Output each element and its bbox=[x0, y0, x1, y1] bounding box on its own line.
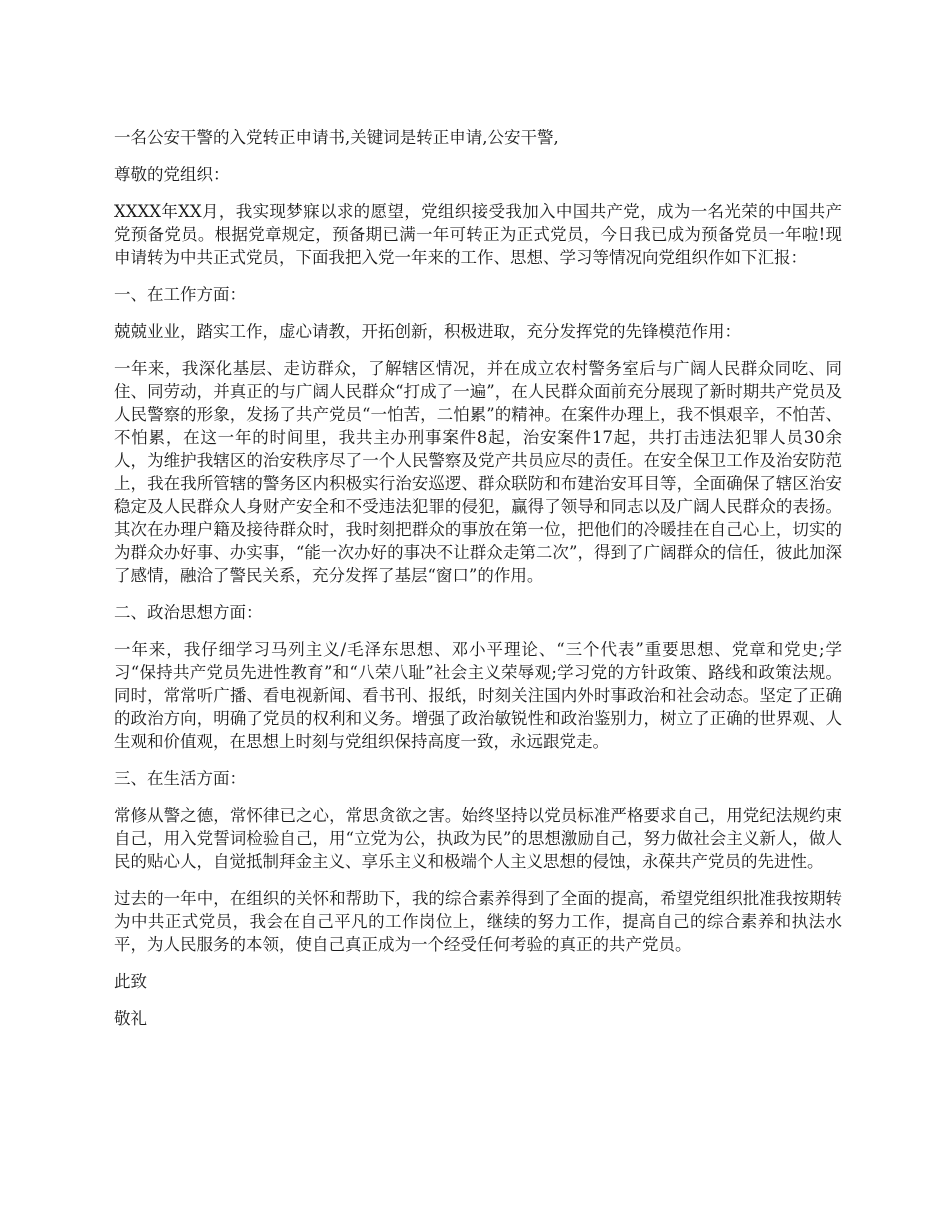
document-title-line: 一名公安干警的入党转正申请书,关键词是转正申请,公安干警, bbox=[114, 128, 559, 147]
section-1-heading: 一、在工作方面： bbox=[114, 285, 246, 304]
section-1-summary: 兢兢业业，踏实工作，虚心请教，开拓创新，积极进取，充分发挥党的先锋模范作用： bbox=[114, 322, 741, 341]
section-3-body: 常修从警之德，常怀律已之心，常思贪欲之害。始终坚持以党员标准严格要求自己，用党纪法规约束自己，用入党誓词检验自己，用“立党为公，执政为民”的思想激励自己，努力做社会主义新人，做人民的贴心人，自觉抵制拜金主义、享乐主义和极端个人主义思想的侵蚀，永葆共产党员的先进性。 bbox=[114, 806, 842, 871]
closing-line-1: 此致 bbox=[114, 972, 147, 991]
intro-paragraph: XXXX年XX月，我实现梦寐以求的愿望，党组织接受我加入中国共产党，成为一名光荣的中国共产党预备党员。根据党章规定，预备期已满一年可转正为正式党员，今日我已成为预备党员一年啦!现申请转为中共正式党员，下面我把入党一年来的工作、思想、学习等情况向党组织作如下汇报： bbox=[114, 202, 842, 267]
section-1-body: 一年来，我深化基层、走访群众，了解辖区情况，并在成立农村警务室后与广阔人民群众同吃、同住、同劳动，并真正的与广阔人民群众“打成了一遍”，在人民群众面前充分展现了新时期共产党员及人民警察的形象，发扬了共产党员“一怕苦，二怕累”的精神。在案件办理上，我不惧艰辛，不怕苦、不怕累，在这一年的时间里，我共主办刑事案件8起，治安案件17起，共打击违法犯罪人员30余人，为维护我辖区的治安秩序尽了一个人民警察及党产共员应尽的责任。在安全保卫工作及治安防范上，我在我所管辖的警务区内积极实行治安巡逻、群众联防和布建治安耳目等，全面确保了辖区治安稳定及人民群众人身财产安全和不受违法犯罪的侵犯，赢得了领导和同志以及广阔人民群众的表扬。其次在办理户籍及接待群众时，我时刻把群众的事放在第一位，把他们的冷暖挂在自己心上，切实的为群众办好事、办实事，“能一次办好的事决不让群众走第二次”，得到了广阔群众的信任，彼此加深了感情，融洽了警民关系，充分发挥了基层“窗口”的作用。 bbox=[114, 359, 842, 585]
section-2-heading: 二、政治思想方面： bbox=[114, 603, 263, 622]
conclusion-paragraph: 过去的一年中，在组织的关怀和帮助下，我的综合素养得到了全面的提高，希望党组织批准我按期转为中共正式党员，我会在自己平凡的工作岗位上，继续的努力工作，提高自己的综合素养和执法水平，为人民服务的本领，使自己真正成为一个经受任何考验的真正的共产党员。 bbox=[114, 889, 842, 954]
section-2-body: 一年来，我仔细学习马列主义/毛泽东思想、邓小平理论、“三个代表”重要思想、党章和党史;学习“保持共产党员先进性教育”和“八荣八耻”社会主义荣辱观;学习党的方针政策、路线和政策法规。同时，常常听广播、看电视新闻、看书刊、报纸，时刻关注国内外时事政治和社会动态。坚定了正确的政治方向，明确了党员的权利和义务。增强了政治敏锐性和政治鉴别力，树立了正确的世界观、人生观和价值观，在思想上时刻与党组织保持高度一致，永远跟党走。 bbox=[114, 640, 842, 751]
salutation: 尊敬的党组织： bbox=[114, 165, 230, 184]
section-3-heading: 三、在生活方面： bbox=[114, 769, 246, 788]
document-page bbox=[114, 126, 842, 1044]
closing-line-2: 敬礼 bbox=[114, 1009, 147, 1028]
